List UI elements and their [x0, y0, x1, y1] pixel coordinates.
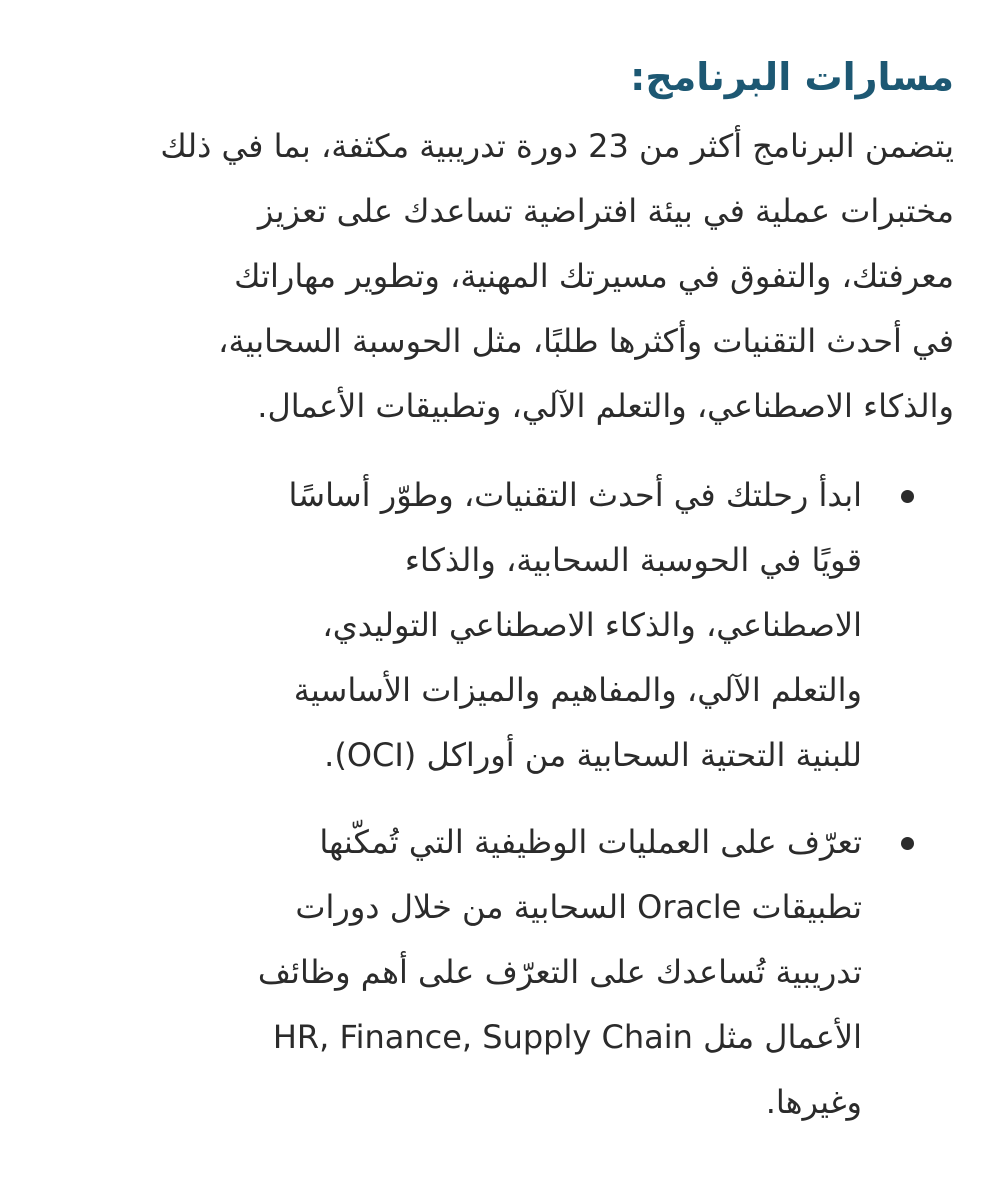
intro-line: في أحدث التقنيات وأكثرها طلبًا، مثل الحوسبة السحابية،: [218, 322, 954, 360]
intro-line: مختبرات عملية في بيئة افتراضية تساعدك على تعزيز: [257, 192, 954, 230]
intro-line: معرفتك، والتفوق في مسيرتك المهنية، وتطوير مهاراتك: [234, 257, 954, 295]
list-item-line: تدريبية تُساعدك على التعرّف على أهم وظائف: [257, 953, 862, 991]
list-item-line: للبنية التحتية السحابية من أوراكل (OCI).: [324, 736, 862, 774]
section-title: مسارات البرنامج:: [630, 55, 954, 99]
intro-line: يتضمن البرنامج أكثر من 23 دورة تدريبية مكثفة، بما في ذلك: [160, 127, 954, 165]
list-item-line: تعرّف على العمليات الوظيفية التي تُمكّنها: [319, 823, 862, 861]
program-tracks-section: [36, 40, 954, 1157]
bullet-dot-icon: [901, 837, 914, 850]
intro-line: والذكاء الاصطناعي، والتعلم الآلي، وتطبيقات الأعمال.: [257, 387, 954, 425]
intro-paragraph: [36, 114, 954, 439]
list-item-line: ابدأ رحلتك في أحدث التقنيات، وطوّر أساسًا: [288, 476, 862, 514]
program-track-list: [36, 463, 954, 1135]
bullet-dot-icon: [901, 490, 914, 503]
list-item-line: قويًا في الحوسبة السحابية، والذكاء: [404, 541, 862, 579]
list-item-business-track: [36, 810, 954, 1135]
list-item-line: الأعمال مثل HR, Finance, Supply Chain: [272, 1018, 862, 1056]
list-item-line: الاصطناعي، والذكاء الاصطناعي التوليدي،: [322, 606, 862, 644]
list-item-line: وغيرها.: [765, 1083, 862, 1121]
list-item-line: والتعلم الآلي، والمفاهيم والميزات الأساسية: [293, 671, 862, 709]
list-item-technology-track: [36, 463, 954, 788]
list-item-line: تطبيقات Oracle السحابية من خلال دورات: [295, 888, 862, 926]
